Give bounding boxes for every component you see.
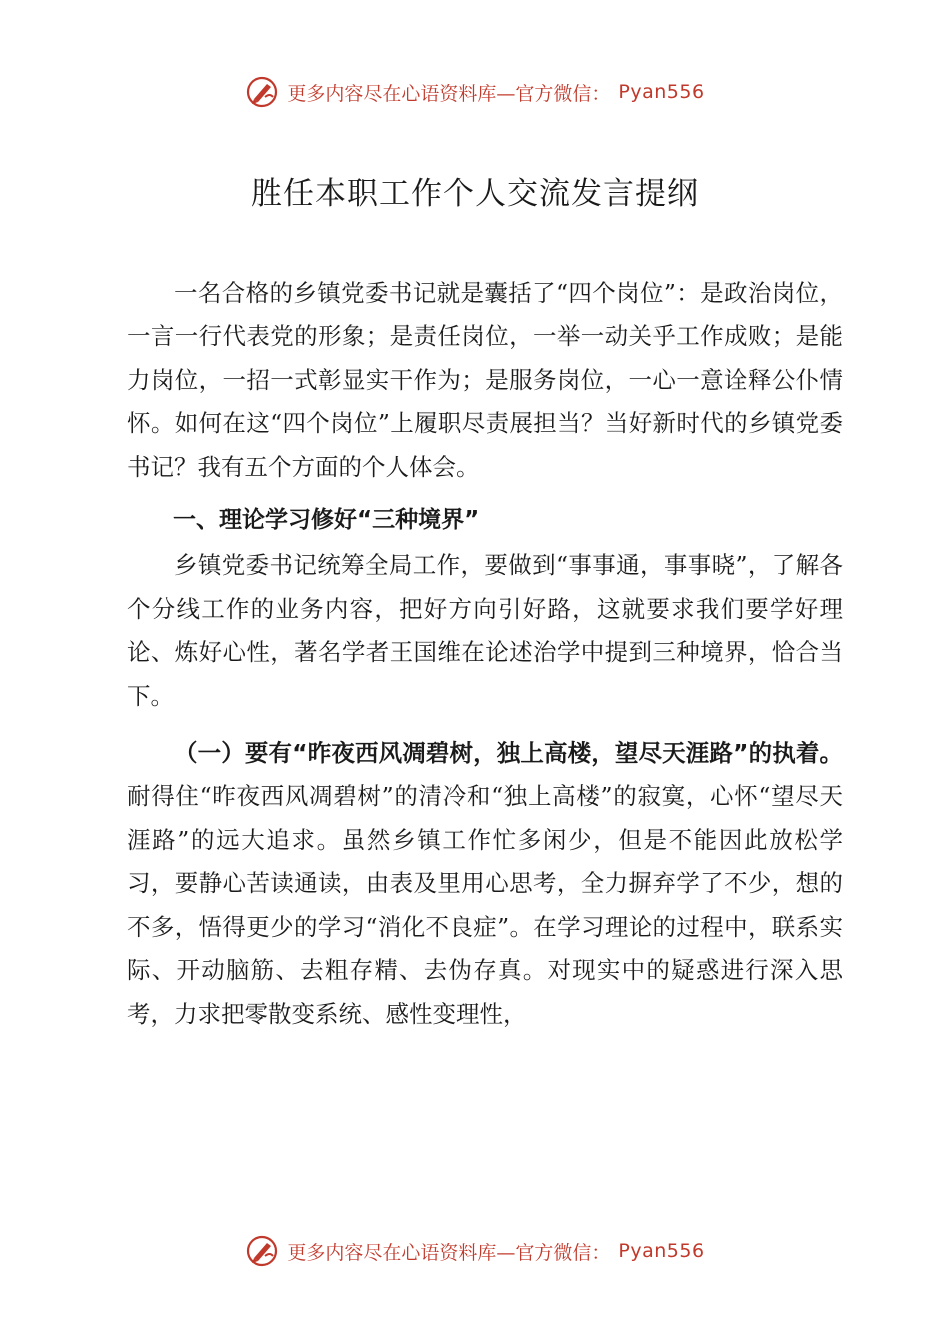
section-1-heading: 一、理论学习修好“三种境界”	[173, 507, 480, 534]
watermark-header	[0, 72, 950, 112]
intro-paragraph: 一名合格的乡镇党委书记就是囊括了“四个岗位”：是政治岗位，一言一行代表党的形象；是责任岗位，一举一动关乎工作成败；是能力岗位，一招一式彰显实干作为；是服务岗位，一心一意诠释公仆情怀。如何在这“四个岗位”上履职尽责展担当？当好新时代的乡镇党委书记？我有五个方面的个人体会。	[127, 279, 843, 481]
document-body	[127, 272, 843, 1036]
document-title: 胜任本职工作个人交流发言提纲	[251, 176, 699, 212]
section-1-paragraph: 乡镇党委书记统筹全局工作，要做到“事事通，事事晓”，了解各个分线工作的业务内容，把好方向引好路，这就要求我们要学好理论、炼好心性，著名学者王国维在论述治学中提到三种境界，恰合当下。	[127, 551, 843, 710]
watermark-footer	[0, 1231, 950, 1271]
subsection-1-body: 耐得住“昨夜西风凋碧树”的清冷和“独上高楼”的寂寞，心怀“望尽天涯路”的远大追求。虽然乡镇工作忙多闲少，但是不能因此放松学习，要静心苦读通读，由表及里用心思考，全力摒弃学了不少，想的不多，悟得更少的学习“消化不良症”。在学习理论的过程中，联系实际、开动脑筋、去粗存精、去伪存真。对现实中的疑惑进行深入思考，力求把零散变系统、感性变理性，	[127, 782, 843, 1028]
watermark-text: 更多内容尽在心语资料库—官方微信：	[287, 82, 611, 105]
pen-logo-icon	[245, 75, 279, 109]
subsection-1-paragraph	[127, 732, 843, 1036]
watermark-wechat-id: Pyan556	[618, 81, 705, 103]
watermark-text: 更多内容尽在心语资料库—官方微信：	[287, 1241, 611, 1264]
subsection-1-lead: （一）要有“昨夜西风凋碧树，独上高楼，望尽天涯路”的执着。	[174, 739, 843, 768]
pen-logo-icon	[245, 1234, 279, 1268]
watermark-wechat-id: Pyan556	[618, 1240, 705, 1262]
